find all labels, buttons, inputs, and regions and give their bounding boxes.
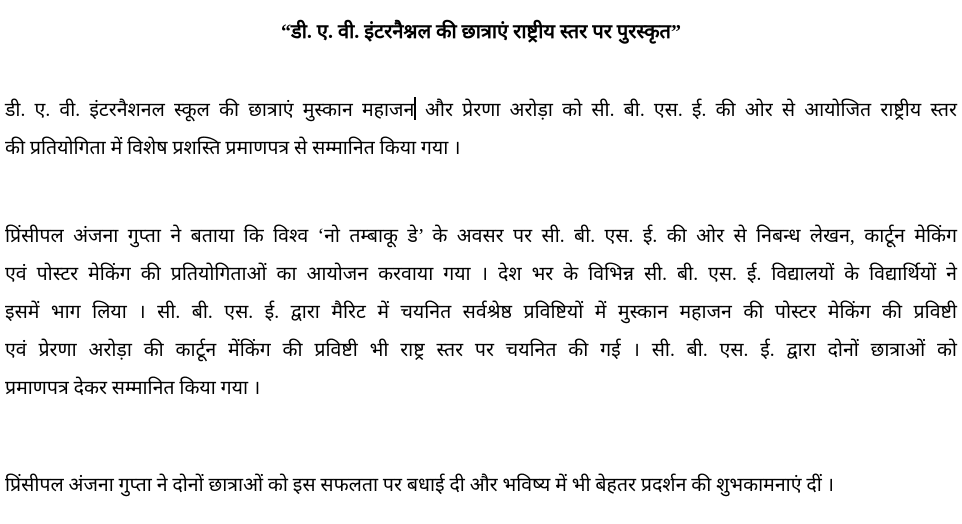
text-line: प्रिंसीपल अंजना गुप्ता ने बताया कि विश्व ‘नो तम्बाकू डे’ के अवसर पर सी. बी. एस. ई. की ओर से निबन्ध लेखन, कार्टून मेकिंग [5, 226, 957, 247]
text-segment-after-cursor: और प्रेरणा अरोड़ा को सी. बी. एस. ई. की ओर से आयोजित राष्ट्रीय स्तर [415, 100, 957, 121]
document-title: “डी. ए. वी. इंटरनैश्नल की छात्राएं राष्ट्रीय स्तर पर पुरस्कृत” [281, 21, 681, 43]
text-line: एवं प्रेरणा अरोड़ा की कार्टून मेंकिंग की प्रविष्टी भी राष्ट्र स्तर पर चयनित की गई । सी. बी. एस. ई. द्वारा दोनों छात्राओं को [5, 340, 957, 361]
text-line: एवं पोस्टर मेकिंग की प्रतियोगिताओं का आयोजन करवाया गया । देश भर के विभिन्न सी. बी. एस. ई. विद्यालयों के विद्यार्थियों ने [5, 264, 957, 285]
text-line: प्रिंसीपल अंजना गुप्ता ने दोनों छात्राओं को इस सफलता पर बधाई दी और भविष्य में भी बेहतर प्रदर्शन की शुभकामनाएं दीं । [5, 475, 835, 496]
paragraph-1 [5, 92, 957, 168]
text-line: इसमें भाग लिया । सी. बी. एस. ई. द्वारा मैरिट में चयनित सर्वश्रेष्ठ प्रविष्टियों में मुस्कान महाजन की पोस्टर मेकिंग की प्रविष्टी [5, 302, 957, 323]
text-line: प्रमाणपत्र देकर सम्मानित किया गया । [5, 378, 261, 399]
text-line [5, 92, 957, 130]
text-segment-before-cursor: डी. ए. वी. इंटरनैशनल स्कूल की छात्राएं मुस्कान महाजन [5, 100, 415, 121]
paragraph-2 [5, 218, 957, 408]
text-line: की प्रतियोगिता में विशेष प्रशस्ति प्रमाणपत्र से सम्मानित किया गया । [5, 138, 461, 159]
paragraph-3 [5, 467, 957, 505]
